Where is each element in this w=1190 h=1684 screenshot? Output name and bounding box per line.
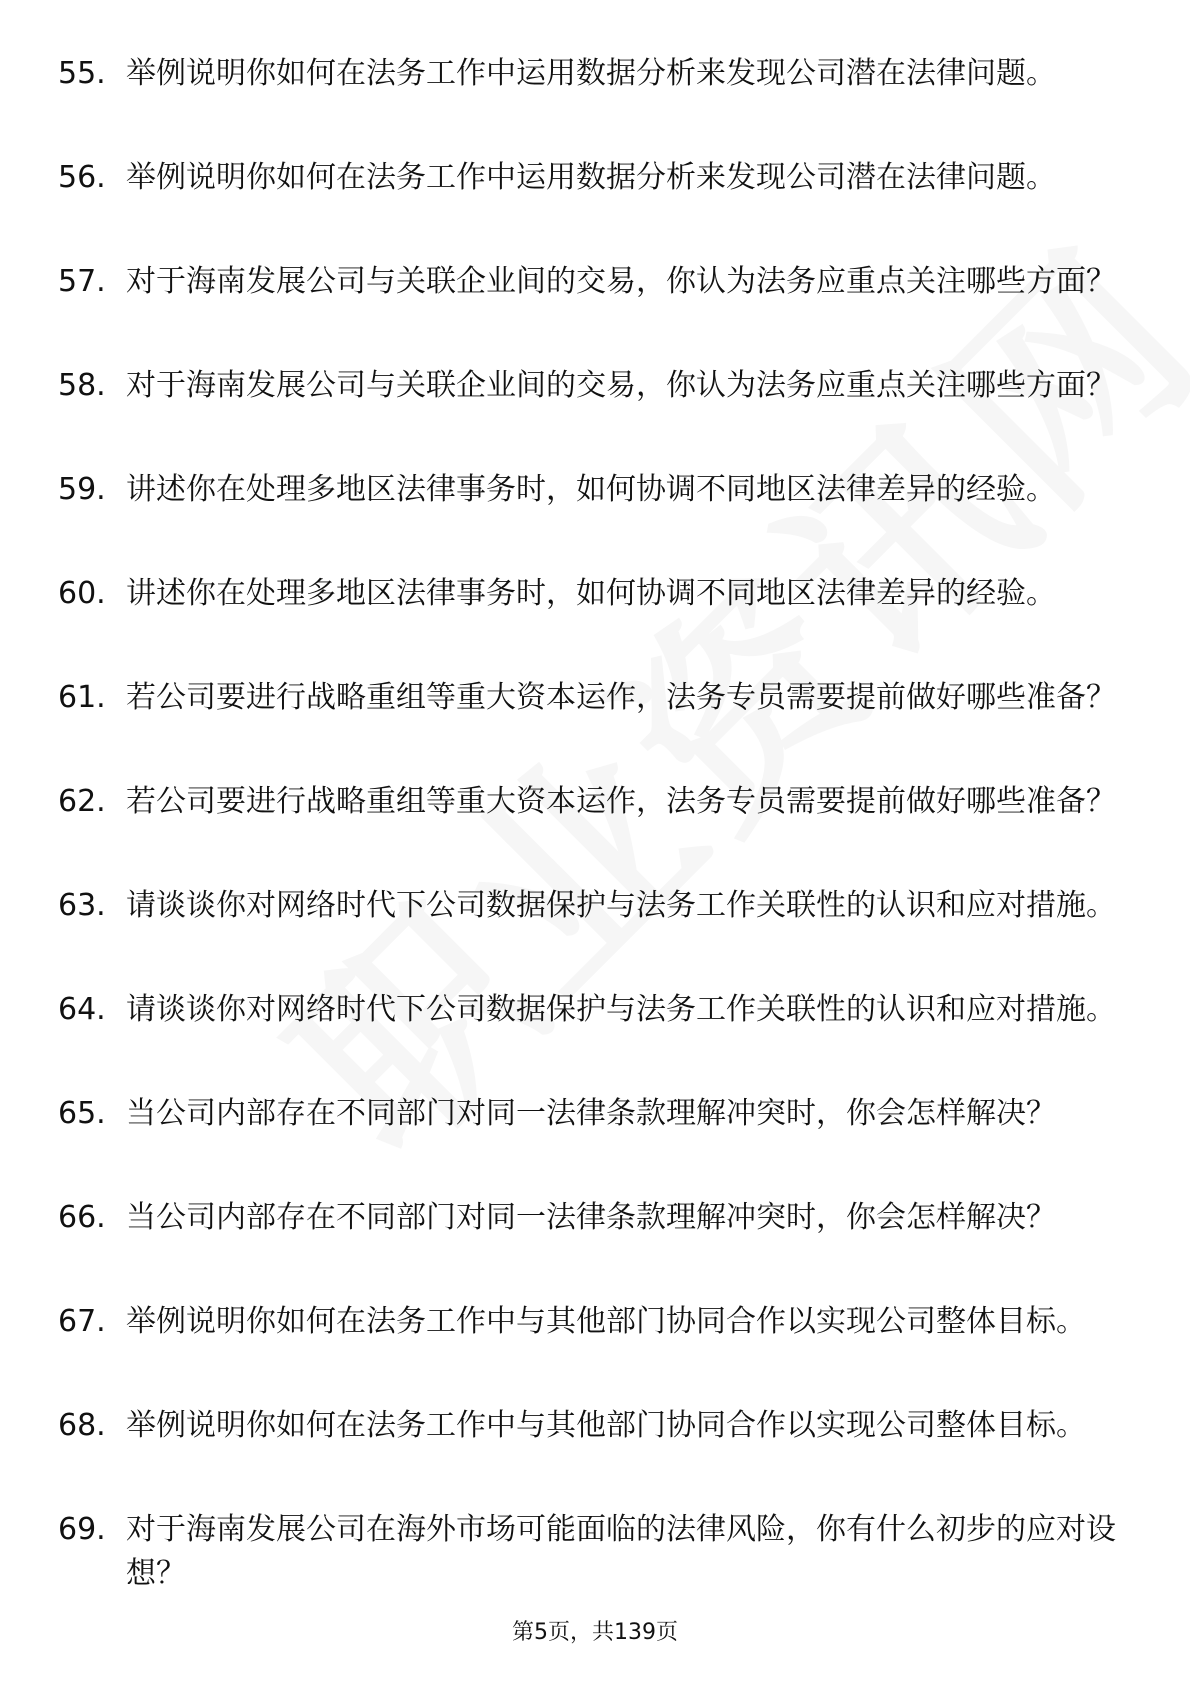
question-item xyxy=(58,156,1118,260)
question-item xyxy=(58,468,1118,572)
question-text: 请谈谈你对网络时代下公司数据保护与法务工作关联性的认识和应对措施。 xyxy=(126,992,1116,1027)
question-number: 63. xyxy=(58,888,106,923)
question-item xyxy=(58,1092,1118,1196)
question-number: 59. xyxy=(58,472,106,507)
question-number: 68. xyxy=(58,1408,106,1443)
question-number: 58. xyxy=(58,368,106,403)
question-number: 61. xyxy=(58,680,106,715)
question-text: 若公司要进行战略重组等重大资本运作，法务专员需要提前做好哪些准备？ xyxy=(126,784,1116,819)
question-item xyxy=(58,780,1118,884)
question-text: 讲述你在处理多地区法律事务时，如何协调不同地区法律差异的经验。 xyxy=(126,576,1056,611)
question-number: 56. xyxy=(58,160,106,195)
question-item xyxy=(58,1508,1118,1612)
question-list xyxy=(58,52,1118,1612)
question-item xyxy=(58,52,1118,156)
question-text: 举例说明你如何在法务工作中运用数据分析来发现公司潜在法律问题。 xyxy=(126,160,1056,195)
question-text: 举例说明你如何在法务工作中与其他部门协同合作以实现公司整体目标。 xyxy=(126,1408,1086,1443)
question-text: 对于海南发展公司与关联企业间的交易，你认为法务应重点关注哪些方面？ xyxy=(126,368,1116,403)
question-text: 对于海南发展公司在海外市场可能面临的法律风险，你有什么初步的应对设想？ xyxy=(126,1512,1116,1591)
question-text: 讲述你在处理多地区法律事务时，如何协调不同地区法律差异的经验。 xyxy=(126,472,1056,507)
question-item xyxy=(58,260,1118,364)
question-text: 当公司内部存在不同部门对同一法律条款理解冲突时，你会怎样解决？ xyxy=(126,1200,1056,1235)
page-footer: 第5页，共139页 xyxy=(512,1620,678,1645)
question-item xyxy=(58,1196,1118,1300)
question-item xyxy=(58,1300,1118,1404)
question-text: 举例说明你如何在法务工作中与其他部门协同合作以实现公司整体目标。 xyxy=(126,1304,1086,1339)
question-text: 举例说明你如何在法务工作中运用数据分析来发现公司潜在法律问题。 xyxy=(126,56,1056,91)
question-number: 66. xyxy=(58,1200,106,1235)
question-number: 65. xyxy=(58,1096,106,1131)
question-number: 57. xyxy=(58,264,106,299)
question-item xyxy=(58,1404,1118,1508)
question-number: 55. xyxy=(58,56,106,91)
question-text: 请谈谈你对网络时代下公司数据保护与法务工作关联性的认识和应对措施。 xyxy=(126,888,1116,923)
question-item xyxy=(58,364,1118,468)
question-text: 若公司要进行战略重组等重大资本运作，法务专员需要提前做好哪些准备？ xyxy=(126,680,1116,715)
question-number: 60. xyxy=(58,576,106,611)
question-number: 67. xyxy=(58,1304,106,1339)
question-item xyxy=(58,572,1118,676)
question-number: 64. xyxy=(58,992,106,1027)
question-item xyxy=(58,988,1118,1092)
question-number: 69. xyxy=(58,1512,106,1547)
question-number: 62. xyxy=(58,784,106,819)
question-item xyxy=(58,676,1118,780)
question-text: 对于海南发展公司与关联企业间的交易，你认为法务应重点关注哪些方面？ xyxy=(126,264,1116,299)
question-text: 当公司内部存在不同部门对同一法律条款理解冲突时，你会怎样解决？ xyxy=(126,1096,1056,1131)
question-item xyxy=(58,884,1118,988)
